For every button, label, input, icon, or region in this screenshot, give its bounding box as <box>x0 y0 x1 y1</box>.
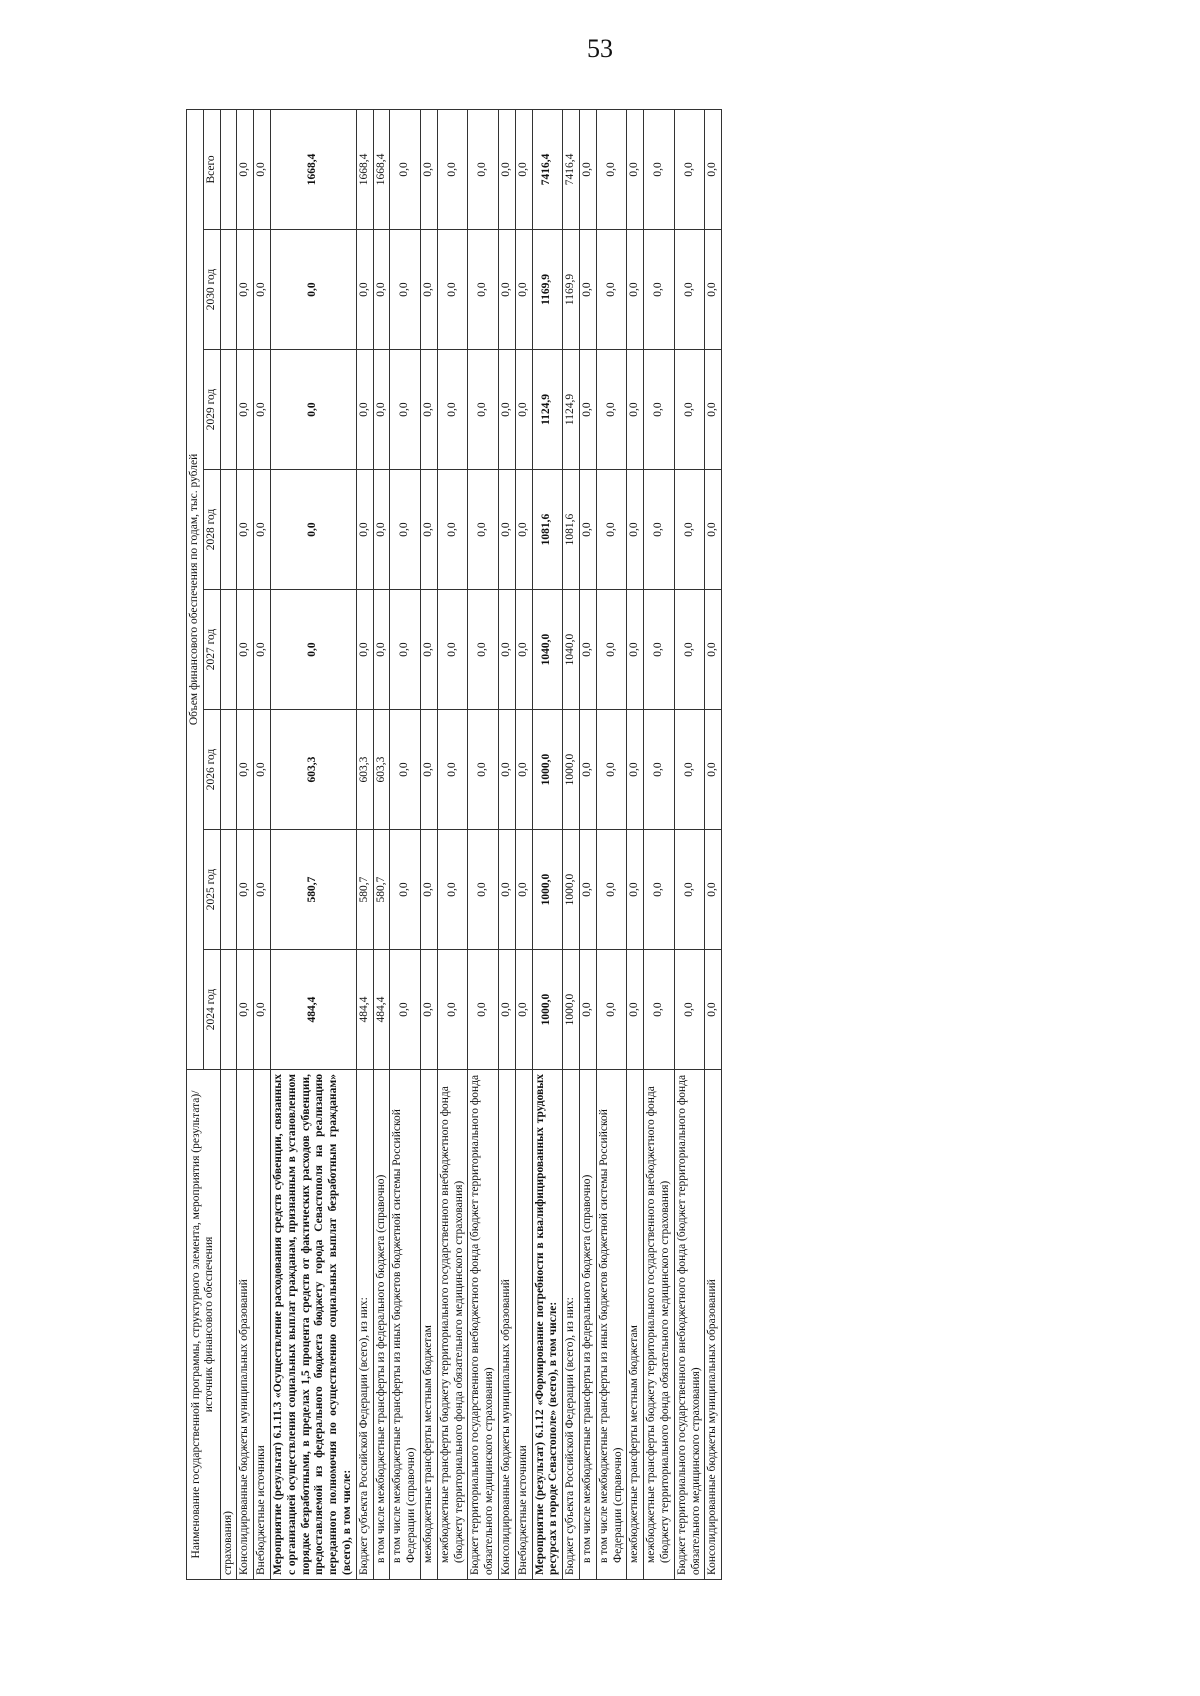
row-value-cell: 0,0 <box>437 590 468 710</box>
row-value-cell: 0,0 <box>468 470 499 590</box>
row-value-cell: 0,0 <box>356 590 373 710</box>
row-name-cell: в том числе межбюджетные трансферты из федерального бюджета (справочно) <box>373 1070 390 1580</box>
row-value-cell: 0,0 <box>390 830 421 950</box>
year-header: 2030 год <box>203 230 220 350</box>
table-row <box>627 109 644 1579</box>
year-header: 2027 год <box>203 590 220 710</box>
row-value-cell: 1000,0 <box>532 950 563 1070</box>
row-value-cell: 0,0 <box>420 470 437 590</box>
table-row <box>705 109 722 1579</box>
row-value-cell: 1081,6 <box>563 470 580 590</box>
row-name-cell: Мероприятие (результат) 6.1.12 «Формирование потребности в квалифицированных трудовых ресурсах в городе Севастополе» (всего), в том числе: <box>532 1070 563 1580</box>
table-row <box>270 109 356 1579</box>
row-value-cell: 0,0 <box>705 350 722 470</box>
row-value-cell: 0,0 <box>705 230 722 350</box>
table-row <box>420 109 437 1579</box>
row-value-cell: 0,0 <box>596 350 627 470</box>
table-row <box>220 109 237 1579</box>
row-value-cell: 1000,0 <box>563 830 580 950</box>
table-row <box>254 109 271 1579</box>
row-value-cell: 0,0 <box>498 710 515 830</box>
table-row <box>644 109 675 1579</box>
row-value-cell: 0,0 <box>515 830 532 950</box>
row-value-cell: 0,0 <box>515 950 532 1070</box>
row-total-cell: 0,0 <box>644 109 675 229</box>
table-row <box>468 109 499 1579</box>
row-value-cell: 1169,9 <box>532 230 563 350</box>
row-value-cell: 0,0 <box>437 830 468 950</box>
row-value-cell: 0,0 <box>627 470 644 590</box>
row-value-cell: 0,0 <box>705 830 722 950</box>
row-value-cell: 0,0 <box>674 950 705 1070</box>
row-total-cell: 0,0 <box>498 109 515 229</box>
row-value-cell: 1040,0 <box>563 590 580 710</box>
row-value-cell: 0,0 <box>437 230 468 350</box>
row-value-cell: 0,0 <box>705 470 722 590</box>
table-body <box>220 109 722 1579</box>
row-value-cell: 0,0 <box>627 350 644 470</box>
table-row <box>563 109 580 1579</box>
year-header: 2025 год <box>203 830 220 950</box>
row-value-cell: 0,0 <box>390 230 421 350</box>
year-header: 2026 год <box>203 710 220 830</box>
row-value-cell <box>220 350 237 470</box>
row-total-cell: 0,0 <box>596 109 627 229</box>
row-value-cell: 0,0 <box>515 590 532 710</box>
row-value-cell: 603,3 <box>270 710 356 830</box>
row-total-cell: 0,0 <box>420 109 437 229</box>
row-name-cell: Мероприятие (результат) 6.1.11.3 «Осуществление расходования средств субвенции, связанных с организацией осуществления социальных выплат гражданам, признанным в установленном порядке безработными, в пределах 1,5 процента средств от фактических расходов субвенции, предоставляемой из федерального бюджета бюджету города Севастополя на реализацию переданного полномочия по осуществлению социальных выплат безработным гражданам» (всего), в том числе: <box>270 1070 356 1580</box>
row-value-cell <box>220 710 237 830</box>
row-value-cell: 0,0 <box>579 710 596 830</box>
row-value-cell: 0,0 <box>468 830 499 950</box>
row-value-cell: 0,0 <box>674 350 705 470</box>
row-value-cell: 0,0 <box>254 590 271 710</box>
row-value-cell: 0,0 <box>237 350 254 470</box>
row-value-cell: 0,0 <box>596 470 627 590</box>
row-value-cell: 0,0 <box>237 710 254 830</box>
row-name-cell: Бюджет территориального государственного внебюджетного фонда (бюджет территориального фонда обязательного медицинского страхования) <box>674 1070 705 1580</box>
row-total-cell: 1668,4 <box>270 109 356 229</box>
row-value-cell: 484,4 <box>270 950 356 1070</box>
row-value-cell <box>220 950 237 1070</box>
row-value-cell: 0,0 <box>674 710 705 830</box>
row-value-cell: 0,0 <box>468 710 499 830</box>
row-value-cell: 0,0 <box>390 470 421 590</box>
row-value-cell: 0,0 <box>627 230 644 350</box>
row-name-cell: страхования) <box>220 1070 237 1580</box>
table-row <box>498 109 515 1579</box>
row-value-cell: 0,0 <box>254 830 271 950</box>
row-name-cell: межбюджетные трансферты бюджету территориального государственного внебюджетного фонда (бюджету территориального фонда обязательного медицинского страхования) <box>644 1070 675 1580</box>
row-value-cell: 0,0 <box>270 350 356 470</box>
row-value-cell: 0,0 <box>420 710 437 830</box>
volume-header: Объем финансового обеспечения по годам, тыс. рублей <box>187 109 204 1069</box>
row-value-cell: 0,0 <box>644 590 675 710</box>
row-total-cell: 7416,4 <box>563 109 580 229</box>
table-row <box>373 109 390 1579</box>
row-value-cell: 0,0 <box>515 470 532 590</box>
row-value-cell: 0,0 <box>437 470 468 590</box>
table-row <box>674 109 705 1579</box>
row-value-cell: 0,0 <box>644 710 675 830</box>
row-value-cell: 0,0 <box>596 590 627 710</box>
row-value-cell: 0,0 <box>373 470 390 590</box>
row-value-cell: 0,0 <box>254 710 271 830</box>
row-total-cell: 0,0 <box>627 109 644 229</box>
table-row <box>515 109 532 1579</box>
row-value-cell: 0,0 <box>254 350 271 470</box>
rotated-table-wrapper <box>186 110 1200 1580</box>
row-value-cell: 1000,0 <box>532 830 563 950</box>
row-value-cell: 0,0 <box>356 230 373 350</box>
row-name-cell: межбюджетные трансферты местным бюджетам <box>627 1070 644 1580</box>
row-value-cell: 0,0 <box>627 950 644 1070</box>
row-value-cell: 0,0 <box>437 350 468 470</box>
row-name-cell: межбюджетные трансферты бюджету территориального государственного внебюджетного фонда (бюджету территориального фонда обязательного медицинского страхования) <box>437 1070 468 1580</box>
row-value-cell: 0,0 <box>498 230 515 350</box>
row-name-cell: Бюджет территориального государственного внебюджетного фонда (бюджет территориального фонда обязательного медицинского страхования) <box>468 1070 499 1580</box>
row-value-cell: 0,0 <box>237 230 254 350</box>
row-value-cell: 1169,9 <box>563 230 580 350</box>
row-value-cell: 0,0 <box>596 950 627 1070</box>
row-value-cell: 0,0 <box>373 590 390 710</box>
table-row <box>237 109 254 1579</box>
table-row <box>579 109 596 1579</box>
row-value-cell: 0,0 <box>420 230 437 350</box>
row-value-cell: 0,0 <box>705 710 722 830</box>
row-value-cell: 0,0 <box>254 230 271 350</box>
row-value-cell: 0,0 <box>270 230 356 350</box>
row-name-cell: в том числе межбюджетные трансферты из иных бюджетов бюджетной системы Российской Федерации (справочно) <box>390 1070 421 1580</box>
row-value-cell: 484,4 <box>373 950 390 1070</box>
row-value-cell: 0,0 <box>674 230 705 350</box>
row-value-cell: 0,0 <box>270 590 356 710</box>
table-row <box>390 109 421 1579</box>
row-value-cell: 0,0 <box>515 710 532 830</box>
row-value-cell: 0,0 <box>515 230 532 350</box>
row-value-cell: 0,0 <box>644 830 675 950</box>
row-total-cell: 0,0 <box>237 109 254 229</box>
row-total-cell: 0,0 <box>390 109 421 229</box>
row-value-cell: 0,0 <box>579 470 596 590</box>
row-value-cell: 0,0 <box>579 830 596 950</box>
row-value-cell: 0,0 <box>674 470 705 590</box>
row-value-cell: 580,7 <box>270 830 356 950</box>
row-value-cell: 0,0 <box>579 230 596 350</box>
row-name-cell: Консолидированные бюджеты муниципальных образований <box>237 1070 254 1580</box>
row-name-cell: Внебюджетные источники <box>254 1070 271 1580</box>
row-value-cell: 0,0 <box>579 590 596 710</box>
row-value-cell: 0,0 <box>468 350 499 470</box>
row-value-cell: 603,3 <box>356 710 373 830</box>
row-value-cell: 0,0 <box>420 950 437 1070</box>
row-total-cell: 0,0 <box>705 109 722 229</box>
row-total-cell: 0,0 <box>254 109 271 229</box>
row-value-cell: 0,0 <box>237 470 254 590</box>
name-column-header: Наименование государственной программы, структурного элемента, мероприятия (результата)/источник финансового обеспечения <box>187 1070 221 1580</box>
row-name-cell: Консолидированные бюджеты муниципальных образований <box>498 1070 515 1580</box>
row-total-cell: 0,0 <box>579 109 596 229</box>
row-value-cell: 0,0 <box>644 350 675 470</box>
row-value-cell: 0,0 <box>596 230 627 350</box>
row-value-cell: 0,0 <box>498 830 515 950</box>
row-value-cell: 0,0 <box>237 950 254 1070</box>
row-value-cell: 580,7 <box>356 830 373 950</box>
row-value-cell: 0,0 <box>705 950 722 1070</box>
row-name-cell: Внебюджетные источники <box>515 1070 532 1580</box>
row-value-cell: 1040,0 <box>532 590 563 710</box>
row-value-cell: 0,0 <box>356 350 373 470</box>
row-total-cell: 1668,4 <box>373 109 390 229</box>
row-value-cell: 484,4 <box>356 950 373 1070</box>
row-value-cell: 0,0 <box>705 590 722 710</box>
row-value-cell: 0,0 <box>674 590 705 710</box>
row-value-cell <box>220 470 237 590</box>
row-value-cell: 0,0 <box>627 710 644 830</box>
table-row <box>437 109 468 1579</box>
row-value-cell: 0,0 <box>627 590 644 710</box>
year-header: 2024 год <box>203 950 220 1070</box>
row-value-cell: 0,0 <box>596 710 627 830</box>
row-value-cell: 0,0 <box>254 950 271 1070</box>
row-total-cell: 1668,4 <box>356 109 373 229</box>
row-value-cell: 0,0 <box>498 590 515 710</box>
table-row <box>356 109 373 1579</box>
year-header: 2029 год <box>203 350 220 470</box>
row-value-cell: 1000,0 <box>532 710 563 830</box>
row-value-cell: 0,0 <box>390 710 421 830</box>
row-value-cell: 603,3 <box>373 710 390 830</box>
row-name-cell: в том числе межбюджетные трансферты из иных бюджетов бюджетной системы Российской Федерации (справочно) <box>596 1070 627 1580</box>
row-value-cell: 0,0 <box>237 590 254 710</box>
row-value-cell: 0,0 <box>390 950 421 1070</box>
row-value-cell: 0,0 <box>468 230 499 350</box>
row-value-cell: 0,0 <box>674 830 705 950</box>
row-name-cell: Бюджет субъекта Российской Федерации (всего), из них: <box>356 1070 373 1580</box>
row-value-cell: 0,0 <box>627 830 644 950</box>
financing-table <box>186 109 722 1580</box>
row-value-cell: 0,0 <box>270 470 356 590</box>
row-value-cell: 1000,0 <box>563 710 580 830</box>
row-value-cell: 0,0 <box>373 350 390 470</box>
row-total-cell: 0,0 <box>437 109 468 229</box>
row-value-cell: 0,0 <box>420 830 437 950</box>
row-value-cell: 0,0 <box>644 230 675 350</box>
row-value-cell: 0,0 <box>579 350 596 470</box>
row-value-cell: 0,0 <box>498 950 515 1070</box>
row-value-cell: 1124,9 <box>532 350 563 470</box>
page-number: 53 <box>587 34 613 63</box>
row-value-cell: 0,0 <box>437 710 468 830</box>
row-total-cell: 0,0 <box>674 109 705 229</box>
row-name-cell: Консолидированные бюджеты муниципальных образований <box>705 1070 722 1580</box>
row-value-cell: 0,0 <box>468 590 499 710</box>
row-value-cell: 0,0 <box>390 590 421 710</box>
row-value-cell: 1081,6 <box>532 470 563 590</box>
row-value-cell: 0,0 <box>373 230 390 350</box>
row-value-cell: 0,0 <box>498 350 515 470</box>
row-value-cell <box>220 230 237 350</box>
row-value-cell: 0,0 <box>420 590 437 710</box>
row-name-cell: межбюджетные трансферты местным бюджетам <box>420 1070 437 1580</box>
row-name-cell: в том числе межбюджетные трансферты из федерального бюджета (справочно) <box>579 1070 596 1580</box>
total-header: Всего <box>203 109 220 229</box>
row-value-cell: 0,0 <box>468 950 499 1070</box>
rotated-table-content <box>186 110 1200 1580</box>
row-value-cell: 0,0 <box>644 950 675 1070</box>
row-value-cell: 0,0 <box>254 470 271 590</box>
row-total-cell: 7416,4 <box>532 109 563 229</box>
row-value-cell: 0,0 <box>596 830 627 950</box>
row-total-cell: 0,0 <box>515 109 532 229</box>
row-value-cell: 0,0 <box>237 830 254 950</box>
row-value-cell: 0,0 <box>498 470 515 590</box>
row-value-cell: 580,7 <box>373 830 390 950</box>
row-value-cell: 0,0 <box>515 350 532 470</box>
row-total-cell <box>220 109 237 229</box>
row-name-cell: Бюджет субъекта Российской Федерации (всего), из них: <box>563 1070 580 1580</box>
row-value-cell <box>220 830 237 950</box>
row-value-cell: 0,0 <box>390 350 421 470</box>
row-value-cell: 0,0 <box>579 950 596 1070</box>
row-value-cell: 1124,9 <box>563 350 580 470</box>
table-row <box>532 109 563 1579</box>
row-value-cell: 0,0 <box>356 470 373 590</box>
table-row <box>596 109 627 1579</box>
row-total-cell: 0,0 <box>468 109 499 229</box>
year-header: 2028 год <box>203 470 220 590</box>
row-value-cell <box>220 590 237 710</box>
row-value-cell: 0,0 <box>437 950 468 1070</box>
row-value-cell: 0,0 <box>644 470 675 590</box>
row-value-cell: 0,0 <box>420 350 437 470</box>
row-value-cell: 1000,0 <box>563 950 580 1070</box>
